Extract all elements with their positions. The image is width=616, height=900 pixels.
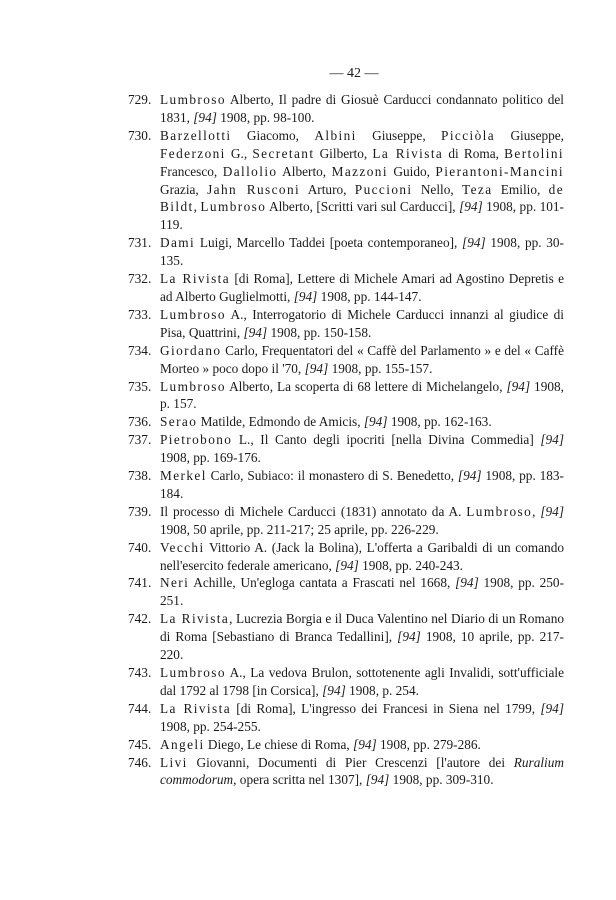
bibliography-entry bbox=[128, 736, 564, 754]
entry-text bbox=[160, 539, 564, 575]
entry-number: 732. bbox=[128, 271, 152, 287]
entry-number: 734. bbox=[128, 342, 152, 358]
entry-text-segment: Matilde, Edmondo de Amicis, bbox=[197, 414, 364, 430]
bibliography-entry bbox=[128, 503, 564, 539]
author-name: Giordano bbox=[160, 342, 222, 358]
entry-text-segment: , Lucrezia Borgia e il Duca Valentino nel Diario di un Romano di Roma [Sebastiano di Branca Tedallini], bbox=[160, 611, 564, 645]
source-reference: [94] bbox=[243, 324, 268, 340]
source-reference: [94] bbox=[457, 468, 482, 484]
bibliography-entry bbox=[128, 378, 564, 414]
entry-number: 735. bbox=[128, 378, 152, 394]
entry-text-segment: 1908, pp. 183-184. bbox=[160, 468, 564, 501]
entry-text-segment: 1908, pp. 250-251. bbox=[160, 575, 564, 609]
entry-number: 740. bbox=[128, 539, 152, 555]
entry-text-segment: Alberto, Il padre di Giosuè Carducci condannato politico del 1831, bbox=[160, 92, 564, 125]
entry-text-segment: Achille, Un'egloga cantata a Frascati nel 1668, bbox=[189, 575, 456, 591]
bibliography-entry bbox=[128, 127, 564, 234]
italic-title: Ruralium commodorum bbox=[160, 754, 564, 788]
entry-text-segment: Giuseppe, bbox=[495, 127, 564, 143]
entry-text-segment: [di Roma], Lettere di Michele Amari ad Agostino Depretis e ad Alberto Guglielmotti, bbox=[160, 271, 564, 304]
author-name: Barzellotti bbox=[160, 127, 232, 143]
entry-number: 745. bbox=[128, 736, 152, 752]
entry-text bbox=[160, 736, 564, 754]
entry-text-segment: , bbox=[193, 199, 201, 215]
source-reference: [94] bbox=[459, 199, 483, 215]
bibliography-entry bbox=[128, 431, 564, 467]
entry-text-segment: Alberto, bbox=[277, 163, 332, 179]
author-name: Serao bbox=[160, 414, 198, 430]
bibliography-entry bbox=[128, 539, 564, 575]
author-name: Lumbroso bbox=[200, 199, 267, 215]
entry-number: 743. bbox=[128, 665, 152, 680]
bibliography-list bbox=[128, 91, 564, 789]
source-reference: [94] bbox=[540, 700, 565, 716]
entry-text-segment: Francesco, bbox=[160, 163, 223, 179]
entry-number: 729. bbox=[128, 92, 152, 107]
author-name: Merkel bbox=[160, 468, 207, 484]
entry-text-segment: Arturo, bbox=[300, 181, 355, 197]
entry-number: 731. bbox=[128, 235, 152, 251]
entry-text-segment: , bbox=[532, 503, 541, 519]
entry-text-segment: 1908, p. 254. bbox=[345, 682, 419, 698]
entry-text bbox=[160, 270, 564, 306]
entry-text-segment: L., Il Canto degli ipocriti [nella Divina Commedia] bbox=[232, 432, 541, 448]
author-name: Lumbroso bbox=[160, 378, 226, 394]
author-name: Lumbroso bbox=[160, 92, 226, 107]
entry-text-segment: Giacomo, bbox=[231, 127, 315, 143]
author-name: de Bildt bbox=[160, 181, 564, 215]
entry-text-segment: 1908, 10 aprile, pp. 217-220. bbox=[160, 629, 564, 663]
entry-text-segment: Vittorio A. (Jack la Bolina), L'offerta a Garibaldi di un comando nell'esercito federale americano, bbox=[160, 539, 564, 573]
bibliography-entry bbox=[128, 664, 564, 700]
entry-text-segment: G., bbox=[225, 145, 253, 161]
source-reference: [94] bbox=[293, 288, 318, 304]
entry-text bbox=[160, 234, 564, 270]
entry-text bbox=[160, 700, 564, 736]
source-reference: [94] bbox=[462, 235, 486, 251]
bibliography-entry bbox=[128, 610, 564, 664]
entry-text-segment: Alberto, [Scritti vari sul Carducci], bbox=[266, 199, 460, 215]
entry-number: 742. bbox=[128, 611, 152, 627]
entry-text-segment: Grazia, bbox=[160, 181, 208, 197]
entry-text bbox=[160, 378, 564, 414]
author-name: Teza bbox=[462, 181, 493, 197]
author-name: Picciòla bbox=[441, 127, 496, 143]
entry-text-segment: Emilio, bbox=[492, 181, 549, 197]
author-name: Lumbroso bbox=[466, 503, 533, 519]
author-name: Puccioni bbox=[354, 181, 413, 197]
author-name: La Rivista bbox=[160, 271, 231, 287]
entry-text-segment: Carlo, Frequentatori del « Caffè del Parlamento » e del « Caffè Morteo » poco dopo il '70, bbox=[160, 342, 564, 376]
entry-text-segment: , opera scritta nel 1307], bbox=[233, 772, 366, 788]
entry-number: 739. bbox=[128, 503, 152, 519]
author-name: Pietrobono bbox=[160, 432, 233, 448]
author-name: Bertolini bbox=[504, 145, 564, 161]
entry-text-segment: 1908, p. 157. bbox=[160, 378, 564, 412]
entry-text-segment: di Roma, bbox=[443, 145, 505, 161]
entry-text-segment: Diego, Le chiese di Roma, bbox=[204, 736, 354, 752]
author-name: Dami bbox=[160, 235, 196, 251]
bibliography-entry bbox=[128, 91, 564, 127]
entry-text-segment: 1908, pp. 169-176. bbox=[160, 450, 261, 466]
source-reference: [94] bbox=[365, 772, 390, 788]
entry-text-segment: Giuseppe, bbox=[356, 127, 442, 143]
entry-number: 730. bbox=[128, 127, 152, 143]
author-name: Dallolio bbox=[222, 163, 278, 179]
entry-text bbox=[160, 91, 564, 127]
entry-text-segment: 1908, pp. 254-255. bbox=[160, 718, 261, 734]
entry-text-segment: Carlo, Subiaco: il monastero di S. Benedetto, bbox=[206, 468, 458, 484]
author-name: Livi bbox=[160, 754, 188, 770]
author-name: Mazzoni bbox=[331, 163, 388, 179]
author-name: Federzoni bbox=[160, 145, 226, 161]
author-name: Neri bbox=[160, 575, 190, 591]
source-reference: [94] bbox=[353, 736, 377, 752]
author-name: La Rivista bbox=[160, 700, 231, 716]
entry-text bbox=[160, 467, 564, 503]
bibliography-entry bbox=[128, 270, 564, 306]
entry-text bbox=[160, 431, 564, 467]
entry-text bbox=[160, 306, 564, 342]
page-number: — 42 — bbox=[329, 66, 379, 81]
entry-text bbox=[160, 754, 564, 790]
entry-text-segment: 1908, 50 aprile, pp. 211-217; 25 aprile, pp. 226-229. bbox=[160, 521, 439, 537]
source-reference: [94] bbox=[455, 575, 479, 591]
source-reference: [94] bbox=[322, 682, 346, 698]
bibliography-entry bbox=[128, 754, 564, 790]
entry-text-segment: A., Interrogatorio di Michele Carducci innanzi al giudice di Pisa, Quattrini, bbox=[160, 306, 564, 340]
entry-text-segment: Il processo di Michele Carducci (1831) annotato da A. bbox=[160, 503, 467, 519]
entry-number: 738. bbox=[128, 468, 152, 484]
author-name: Secretant bbox=[252, 145, 315, 161]
source-reference: [94] bbox=[397, 629, 421, 645]
entry-text bbox=[160, 574, 564, 610]
entry-text bbox=[160, 610, 564, 664]
bibliography-entry bbox=[128, 574, 564, 610]
entry-number: 737. bbox=[128, 432, 152, 448]
bibliography-entry bbox=[128, 413, 564, 431]
bibliography-entry bbox=[128, 234, 564, 270]
bibliography-entry bbox=[128, 342, 564, 378]
source-reference: [94] bbox=[335, 557, 359, 573]
entry-text-segment: 1908, pp. 309-310. bbox=[389, 772, 494, 788]
entry-text-segment: 1908, pp. 240-243. bbox=[358, 557, 463, 573]
author-name: Pierantoni-Mancini bbox=[435, 163, 565, 179]
entry-text-segment: Giovanni, Documenti di Pier Crescenzi [l'autore dei bbox=[187, 754, 514, 770]
entry-text-segment: A., La vedova Brulon, sottotenente agli Invalidi, sott'ufficiale dal 1792 al 1798 [in Corsica], bbox=[160, 665, 564, 698]
bibliography-entry bbox=[128, 700, 564, 736]
entry-number: 733. bbox=[128, 306, 152, 322]
entry-text bbox=[160, 127, 564, 234]
entry-text-segment: Alberto, La scoperta di 68 lettere di Michelangelo, bbox=[225, 378, 507, 394]
author-name: La Rivista bbox=[160, 611, 230, 627]
entry-text-segment: 1908, pp. 98-100. bbox=[216, 109, 315, 125]
entry-number: 744. bbox=[128, 700, 152, 716]
author-name: Vecchi bbox=[160, 539, 205, 555]
bibliography-entry bbox=[128, 467, 564, 503]
entry-text-segment: Guido, bbox=[387, 163, 436, 179]
entry-text-segment: [di Roma], L'ingresso dei Francesi in Siena nel 1799, bbox=[231, 700, 541, 716]
entry-text-segment: Luigi, Marcello Taddei [poeta contemporaneo], bbox=[195, 235, 463, 251]
source-reference: [94] bbox=[506, 378, 531, 394]
entry-text-segment: 1908, pp. 155-157. bbox=[328, 360, 433, 376]
entry-text bbox=[160, 413, 564, 431]
source-reference: [94] bbox=[193, 109, 217, 125]
entry-number: 736. bbox=[128, 414, 152, 430]
entry-text-segment: 1908, pp. 30-135. bbox=[160, 235, 564, 269]
entry-number: 746. bbox=[128, 754, 152, 770]
source-reference: [94] bbox=[540, 432, 564, 448]
source-reference: [94] bbox=[540, 503, 564, 519]
entry-number: 741. bbox=[128, 575, 152, 591]
entry-text-segment: 1908, pp. 162-163. bbox=[387, 414, 492, 430]
entry-text-segment: Nello, bbox=[412, 181, 462, 197]
bibliography-entry bbox=[128, 306, 564, 342]
author-name: Albini bbox=[314, 127, 357, 143]
author-name: La Rivista bbox=[372, 145, 444, 161]
author-name: Lumbroso bbox=[160, 665, 226, 680]
author-name: Lumbroso bbox=[160, 306, 226, 322]
source-reference: [94] bbox=[363, 414, 388, 430]
entry-text-segment: 1908, pp. 144-147. bbox=[317, 288, 422, 304]
entry-text bbox=[160, 342, 564, 378]
entry-text-segment: Gilberto, bbox=[314, 145, 373, 161]
author-name: Jahn Rusconi bbox=[207, 181, 301, 197]
author-name: Angeli bbox=[160, 736, 205, 752]
entry-text-segment: 1908, pp. 279-286. bbox=[376, 736, 481, 752]
entry-text-segment: 1908, pp. 101-119. bbox=[160, 199, 564, 233]
source-reference: [94] bbox=[304, 360, 329, 376]
entry-text bbox=[160, 664, 564, 700]
entry-text-segment: 1908, pp. 150-158. bbox=[267, 324, 372, 340]
entry-text bbox=[160, 503, 564, 539]
